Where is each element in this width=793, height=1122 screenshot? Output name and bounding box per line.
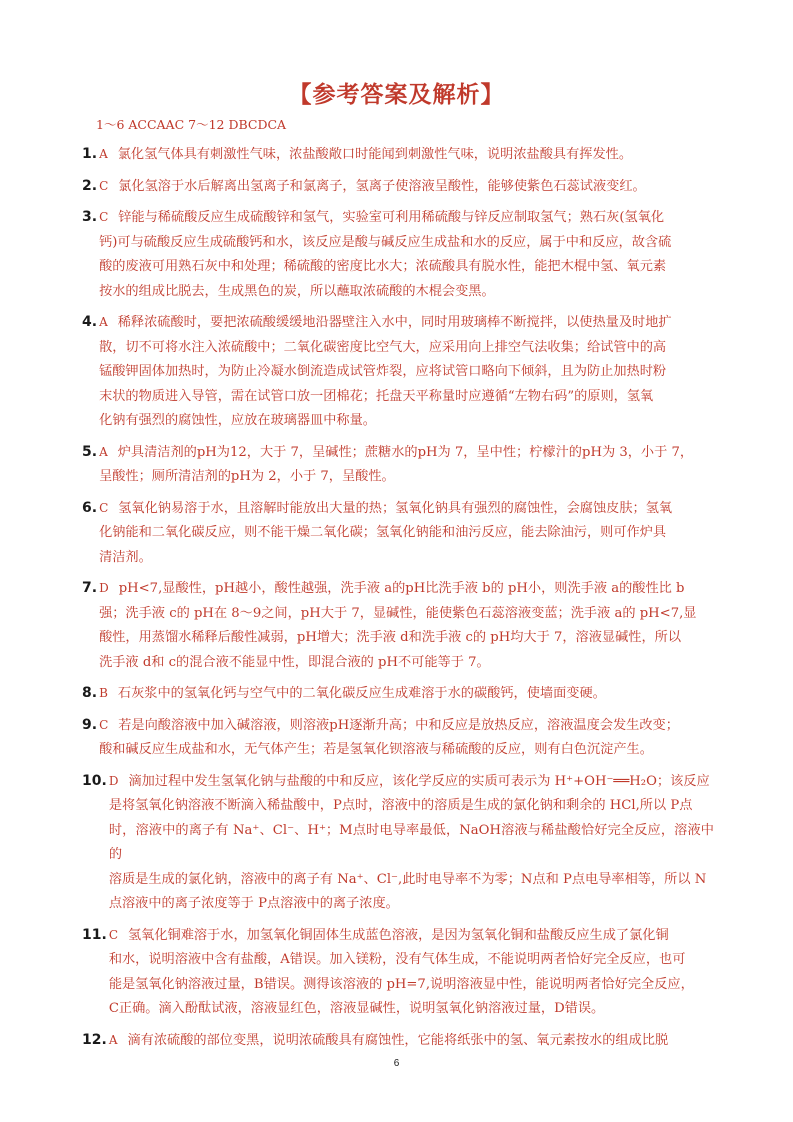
- question-number: 4.: [82, 314, 98, 330]
- answer-letter: A: [99, 315, 108, 329]
- question-number: 11.: [82, 926, 107, 943]
- answer-letter: C: [99, 178, 109, 193]
- answer-letter: C: [108, 927, 118, 942]
- answer-summary: 1～6 ACCAAC 7～12 DBCDCA: [96, 117, 287, 132]
- question-number: 9.: [82, 716, 98, 733]
- explanation-body: 炉具清洁剂的pH为12，大于 7，呈碱性；蔗糖水的pH为 7，呈中性；柠檬汁的pH为 3，小于 7， 呈酸性；厕所清洁剂的pH为 2，小于 7，呈酸性。: [99, 444, 694, 484]
- explanation-text: [99, 174, 714, 200]
- question-number: 6.: [82, 499, 98, 516]
- answer-letter: C: [99, 210, 109, 224]
- list-item: [82, 174, 714, 200]
- explanation-body: 滴加过程中发生氢氧化钠与盐酸的中和反应，该化学反应的实质可表示为 H⁺+OH⁻══H₂O；该反应 是将氢氧化钠溶液不断滴入稀盐酸中，P点时，溶液中的溶质是生成的氯化钠和剩余的 HCl,所以 P点 时，溶液中的离子有 Na⁺、Cl⁻、H⁺；M点时电导率最低，NaOH溶液与稀盐酸恰好完全反应，溶液中的 溶质是生成的氯化钠，溶液中的离子有 Na⁺、Cl⁻,此时电导率不为零；N点和 P点电导率相等，所以 N 点溶液中的离子浓度等于 P点溶液中的离子浓度。: [108, 773, 714, 911]
- explanation-body: 氯化氢溶于水后解离出氢离子和氯离子，氢离子使溶液呈酸性，能够使紫色石蕊试液变红。: [118, 178, 646, 194]
- explanation-body: 氢氧化钠易溶于水，且溶解时能放出大量的热；氢氧化钠具有强烈的腐蚀性，会腐蚀皮肤；氢氧 化钠能和二氧化碳反应，则不能干燥二氧化碳；氢氧化钠能和油污反应，能去除油污，则可作炉具 清洁剂。: [99, 500, 673, 565]
- list-item: [82, 713, 714, 763]
- answer-letter: D: [99, 581, 109, 595]
- question-number: 1.: [82, 146, 98, 162]
- list-item: [82, 440, 714, 490]
- answer-letter: A: [99, 147, 108, 161]
- list-item: [82, 923, 714, 1022]
- explanation-body: 氯化氢气体具有刺激性气味，浓盐酸敞口时能闻到刺激性气味，说明浓盐酸具有挥发性。: [117, 147, 633, 162]
- explanation-text: [109, 923, 714, 1022]
- question-number: 5.: [82, 443, 98, 460]
- list-item: [82, 1028, 714, 1054]
- explanation-body: 石灰浆中的氢氧化钙与空气中的二氧化碳反应生成难溶于水的碳酸钙，使墙面变硬。: [117, 686, 606, 701]
- question-number: 7.: [82, 580, 98, 596]
- answer-letter: C: [99, 500, 109, 515]
- explanation-text: [99, 496, 714, 571]
- answer-letter: A: [108, 1032, 118, 1047]
- list-item: [82, 142, 714, 168]
- page-title: 【参考答案及解析】: [288, 81, 505, 108]
- explanation-text: [99, 681, 714, 707]
- question-number: 8.: [82, 685, 98, 701]
- list-item: [82, 576, 714, 675]
- question-number: 10.: [82, 772, 107, 789]
- explanation-text: [109, 1028, 714, 1054]
- answer-letter: B: [99, 686, 108, 700]
- explanation-text: [99, 310, 714, 434]
- explanation-text: [99, 142, 714, 168]
- list-item: [82, 769, 714, 917]
- explanation-body: 若是向酸溶液中加入碱溶液，则溶液pH逐渐升高；中和反应是放热反应，溶液温度会发生改变； 酸和碱反应生成盐和水，无气体产生；若是氢氧化钡溶液与稀硫酸的反应，则有白色沉淀产生。: [99, 717, 679, 757]
- explanation-text: [99, 440, 714, 490]
- explanation-text: [109, 769, 714, 917]
- answer-letter: C: [99, 717, 109, 732]
- page-number: 6: [393, 1058, 400, 1069]
- explanation-body: pH<7,显酸性，pH越小，酸性越强，洗手液 a的pH比洗手液 b的 pH小，则洗手液 a的酸性比 b 强；洗手液 c的 pH在 8～9之间，pH大于 7，显碱性，能使紫色石蕊溶液变蓝；洗手液 a的 pH<7,显 酸性，用蒸馏水稀释后酸性减弱，pH增大；洗手液 d和洗手液 c的 pH均大于 7，溶液显碱性，所以 洗手液 d和 c的混合液不能显中性，即混合液的 pH不可能等于 7。: [99, 581, 697, 670]
- explanation-text: [99, 205, 714, 304]
- explanation-body: 滴有浓硫酸的部位变黑，说明浓硫酸具有腐蚀性，它能将纸张中的氢、氧元素按水的组成比脱: [127, 1032, 669, 1048]
- list-item: [82, 681, 714, 707]
- explanation-body: 氢氧化铜难溶于水，加氢氧化铜固体生成蓝色溶液，是因为氢氧化铜和盐酸反应生成了氯化铜 和水，说明溶液中含有盐酸，A错误。加入镁粉，没有气体生成，不能说明两者恰好完全反应，也可 能是氢氧化钠溶液过量，B错误。测得该溶液的 pH=7,说明溶液显中性，能说明两者恰好完全反应， C正确。滴入酚酞试液，溶液显红色，溶液显碱性，说明氢氧化钠溶液过量，D错误。: [108, 927, 694, 1016]
- explanation-text: [99, 713, 714, 763]
- explanation-text: [99, 576, 714, 675]
- explanation-list: [82, 142, 714, 1059]
- list-item: [82, 205, 714, 304]
- list-item: [82, 496, 714, 571]
- answer-letter: A: [99, 444, 108, 459]
- explanation-body: 锌能与稀硫酸反应生成硫酸锌和氢气，实验室可利用稀硫酸与锌反应制取氢气；熟石灰(氢氧化 钙)可与硫酸反应生成硫酸钙和水，该反应是酸与碱反应生成盐和水的反应，属于中和反应，故含硫 酸的废液可用熟石灰中和处理；稀硫酸的密度比水大；浓硫酸具有脱水性，能把木棍中氢、氧元素 按水的组成比脱去，生成黑色的炭，所以蘸取浓硫酸的木棍会变黑。: [99, 210, 672, 299]
- question-number: 2.: [82, 177, 98, 194]
- list-item: [82, 310, 714, 434]
- explanation-body: 稀释浓硫酸时，要把浓硫酸缓缓地沿器壁注入水中，同时用玻璃棒不断搅拌，以使热量及时地扩 散，切不可将水注入浓硫酸中；二氧化碳密度比空气大，应采用向上排空气法收集；给试管中的高 锰酸钾固体加热时，为防止冷凝水倒流造成试管炸裂，应将试管口略向下倾斜，且为防止加热时粉 末状的物质进入导管，需在试管口放一团棉花；托盘天平称量时应遵循“左物右码”的原则，氢氧 化钠有强烈的腐蚀性，应放在玻璃器皿中称量。: [99, 315, 672, 428]
- question-number: 3.: [82, 209, 98, 225]
- question-number: 12.: [82, 1031, 107, 1048]
- answer-letter: D: [108, 773, 119, 788]
